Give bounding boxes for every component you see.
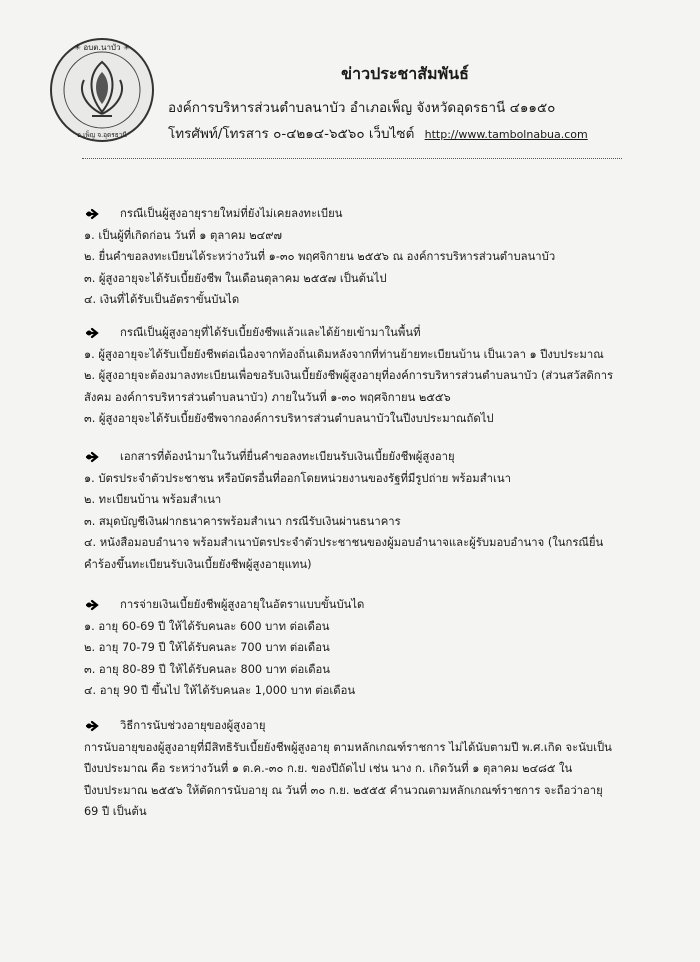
paragraph-line: ปีงบประมาณ ๒๕๕๖ ให้ตัดการนับอายุ ณ วันที่ ๓๐ ก.ย. ๒๕๕๕ คำนวณตามหลักเกณฑ์ราชการ จะถือว่าอายุ — [84, 783, 603, 797]
list-item: ๓. ผู้สูงอายุจะได้รับเบี้ยยังชีพ ในเดือนตุลาคม ๒๕๕๗ เป็นต้นไป — [84, 271, 387, 285]
contact-line — [168, 122, 588, 144]
section-moved-in-elderly — [84, 322, 613, 430]
section-required-documents — [84, 446, 603, 575]
section-heading: กรณีเป็นผู้สูงอายุที่ได้รับเบี้ยยังชีพแล้วและได้ย้ายเข้ามาในพื้นที่ — [120, 326, 421, 339]
organization-address: องค์การบริหารส่วนตำบลนาบัว อำเภอเพ็ญ จังหวัดอุดรธานี ๔๑๑๕๐ — [168, 100, 556, 116]
organization-logo — [48, 36, 156, 144]
arrow-bullet-icon — [86, 451, 100, 463]
paragraph-line: ปีงบประมาณ คือ ระหว่างวันที่ ๑ ต.ค.-๓๐ ก.ย. ของปีถัดไป เช่น นาง ก. เกิดวันที่ ๑ ตุลาคม ๒๔๘๕ ใน — [84, 762, 573, 775]
contact-text: โทรศัพท์/โทรสาร ๐-๔๒๑๔-๖๕๖๐ เว็บไซต์ — [168, 126, 415, 142]
page-title: ข่าวประชาสัมพันธ์ — [341, 64, 469, 83]
list-item: ๓. ผู้สูงอายุจะได้รับเบี้ยยังชีพจากองค์การบริหารส่วนตำบลนาบัวในปีงบประมาณถัดไป — [84, 412, 494, 425]
section-age-counting — [84, 715, 612, 823]
list-item: ๑. อายุ 60-69 ปี ให้ได้รับคนละ 600 บาท ต่อเดือน — [84, 619, 330, 633]
website-link[interactable]: http://www.tambolnabua.com — [424, 128, 588, 141]
section-heading: เอกสารที่ต้องนำมาในวันที่ยื่นคำขอลงทะเบียนรับเงินเบี้ยยังชีพผู้สูงอายุ — [120, 450, 455, 463]
section-heading: วิธีการนับช่วงอายุของผู้สูงอายุ — [120, 719, 266, 732]
list-item: ๓. อายุ 80-89 ปี ให้ได้รับคนละ 800 บาท ต่อเดือน — [84, 662, 331, 676]
arrow-bullet-icon — [86, 599, 100, 611]
section-heading: กรณีเป็นผู้สูงอายุรายใหม่ที่ยังไม่เคยลงทะเบียน — [120, 207, 343, 220]
list-item: ๔. อายุ 90 ปี ขึ้นไป ให้ได้รับคนละ 1,000 บาท ต่อเดือน — [84, 684, 356, 697]
section-payment-rates — [84, 594, 364, 702]
list-item: ๔. หนังสือมอบอำนาจ พร้อมสำเนาบัตรประจำตัวประชาชนของผู้มอบอำนาจและผู้รับมอบอำนาจ (ในกรณียื่น — [84, 536, 604, 549]
paragraph-line: 69 ปี เป็นต้น — [84, 805, 147, 818]
list-item: ๒. ยื่นคำขอลงทะเบียนได้ระหว่างวันที่ ๑-๓๐ พฤศจิกายน ๒๕๕๖ ณ องค์การบริหารส่วนตำบลนาบัว — [84, 250, 556, 263]
list-item: ๑. เป็นผู้ที่เกิดก่อน วันที่ ๑ ตุลาคม ๒๔๙๗ — [84, 228, 282, 242]
svg-text:อ.เพ็ญ จ.อุดรธานี: อ.เพ็ญ จ.อุดรธานี — [77, 131, 127, 139]
list-item: สังคม องค์การบริหารส่วนตำบลนาบัว) ภายในวันที่ ๑-๓๐ พฤศจิกายน ๒๕๕๖ — [84, 390, 451, 404]
header-divider — [82, 158, 622, 159]
paragraph-line: การนับอายุของผู้สูงอายุที่มีสิทธิรับเบี้ยยังชีพผู้สูงอายุ ตามหลักเกณฑ์ราชการ ไม่ได้นับตามปี พ.ศ.เกิด จะนับเป็น — [84, 740, 612, 754]
list-item: ๒. ผู้สูงอายุจะต้องมาลงทะเบียนเพื่อขอรับเงินเบี้ยยังชีพผู้สูงอายุที่องค์การบริหารส่วนตำบลนาบัว (ส่วนสวัสดิการ — [84, 369, 614, 382]
list-item: ๑. บัตรประจำตัวประชาชน หรือบัตรอื่นที่ออกโดยหน่วยงานของรัฐที่มีรูปถ่าย พร้อมสำเนา — [84, 471, 511, 485]
section-new-elderly — [84, 203, 555, 311]
list-item: ๔. เงินที่ได้รับเป็นอัตราขั้นบันได — [84, 293, 240, 306]
list-item: คำร้องขึ้นทะเบียนรับเงินเบี้ยยังชีพผู้สูงอายุแทน) — [84, 557, 312, 571]
svg-text:✳ อบต.นาบัว ✳: ✳ อบต.นาบัว ✳ — [74, 43, 130, 52]
arrow-bullet-icon — [86, 720, 100, 732]
list-item: ๒. อายุ 70-79 ปี ให้ได้รับคนละ 700 บาท ต่อเดือน — [84, 641, 330, 654]
list-item: ๑. ผู้สูงอายุจะได้รับเบี้ยยังชีพต่อเนื่องจากท้องถิ่นเดิมหลังจากที่ท่านย้ายทะเบียนบ้าน เป็นเวลา ๑ ปีงบประมาณ — [84, 347, 604, 361]
section-heading: การจ่ายเงินเบี้ยยังชีพผู้สูงอายุในอัตราแบบขั้นบันได — [120, 598, 365, 611]
list-item: ๒. ทะเบียนบ้าน พร้อมสำเนา — [84, 493, 222, 506]
arrow-bullet-icon — [86, 327, 100, 339]
list-item: ๓. สมุดบัญชีเงินฝากธนาคารพร้อมสำเนา กรณีรับเงินผ่านธนาคาร — [84, 514, 401, 528]
arrow-bullet-icon — [86, 208, 100, 220]
